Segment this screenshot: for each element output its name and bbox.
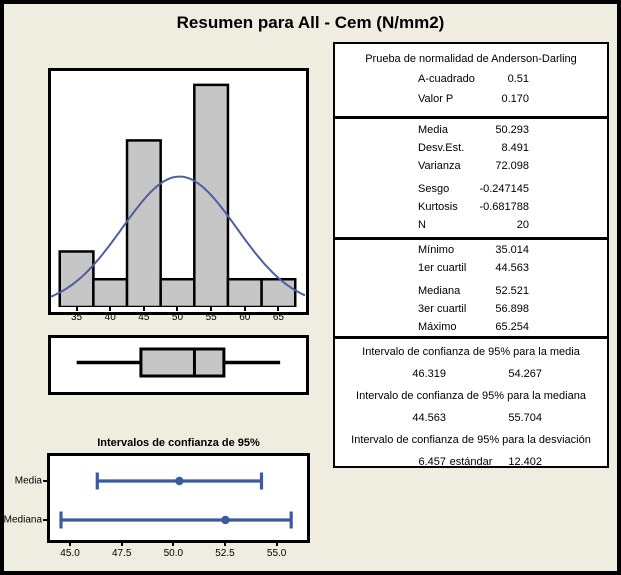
boxplot-panel (48, 335, 309, 395)
histogram-x-tick-label: 35 (71, 312, 83, 323)
stat-value: 65.254 (495, 321, 529, 333)
stat-label: 3er cuartil (418, 303, 467, 315)
histogram-bar (127, 140, 161, 307)
interval-values (335, 407, 607, 429)
stat-label: 1er cuartil (418, 262, 467, 274)
stats-section (335, 116, 607, 237)
histogram-x-tick-label: 55 (205, 312, 217, 323)
ci-x-tick (172, 542, 174, 546)
stat-label: Máximo (418, 321, 457, 333)
stat-label: Mínimo (418, 244, 455, 256)
stats-section-header: Prueba de normalidad de Anderson-Darling (365, 53, 577, 65)
stat-label: A-cuadrado (418, 73, 475, 85)
stat-row (335, 89, 607, 109)
ci-x-tick (69, 542, 71, 546)
interval-header: Intervalo de confianza de 95% para la desviación estándar (351, 434, 591, 466)
stat-value: 50.293 (495, 124, 529, 136)
stat-row (335, 300, 607, 318)
ci-x-tick-label: 47.5 (111, 548, 132, 559)
interval-high-value: 55.704 (508, 412, 542, 424)
interval-header: Intervalo de confianza de 95% para la mediana (356, 390, 586, 402)
histogram-x-tick-label: 40 (104, 312, 116, 323)
ci-x-tick (121, 542, 123, 546)
interval-low-value: 46.319 (412, 368, 446, 380)
stat-label: Media (418, 124, 448, 136)
ci-point-marker (221, 516, 229, 524)
ci-x-tick (224, 542, 226, 546)
histogram-x-tick (143, 307, 145, 311)
interval-header: Intervalo de confianza de 95% para la media (362, 346, 580, 358)
stat-value: 72.098 (495, 160, 529, 172)
stats-section (335, 44, 607, 116)
stat-label: Mediana (418, 285, 461, 297)
stat-label: Varianza (418, 160, 461, 172)
interval-low-value: 44.563 (412, 412, 446, 424)
stat-row (335, 121, 607, 139)
histogram-x-tick (277, 307, 279, 311)
stat-value: 0.170 (501, 93, 529, 105)
histogram-x-tick-label: 45 (138, 312, 150, 323)
stats-section (335, 237, 607, 336)
interval-low-value: 6.457 (418, 456, 446, 466)
stat-value: 56.898 (495, 303, 529, 315)
ci-x-tick (276, 542, 278, 546)
interval-values (335, 451, 607, 466)
stat-row (335, 318, 607, 336)
ci-x-tick-label: 55.0 (266, 548, 287, 559)
boxplot-box (141, 349, 224, 376)
interval-high-value: 12.402 (508, 456, 542, 466)
ci-row-label: Media (14, 475, 42, 487)
ci-row-tick-mark (43, 480, 47, 482)
stat-row (335, 259, 607, 277)
histogram-x-tick-label: 50 (171, 312, 184, 323)
ci-panel (47, 453, 310, 543)
interval-high-value: 54.267 (508, 368, 542, 380)
stat-value: 0.51 (507, 73, 529, 85)
stat-label: Valor P (418, 93, 454, 105)
histogram-bar (60, 251, 94, 307)
histogram-bar (161, 279, 195, 307)
ci-chart-title: Intervalos de confianza de 95% (97, 437, 260, 449)
stat-value: 52.521 (495, 285, 529, 297)
histogram-bar (262, 279, 296, 307)
ci-row-label: Mediana (3, 514, 42, 526)
stat-value: -0.247145 (479, 183, 529, 195)
stat-row (335, 157, 607, 175)
ci-plot (50, 456, 307, 535)
statistics-table (333, 42, 609, 468)
stat-row (335, 241, 607, 259)
stat-row (335, 180, 607, 198)
stat-value: 20 (516, 219, 529, 231)
stat-value: 44.563 (495, 262, 529, 274)
histogram-x-tick (244, 307, 246, 311)
histogram-x-tick (109, 307, 111, 311)
stat-row (335, 282, 607, 300)
ci-x-tick-label: 52.5 (215, 548, 235, 559)
stat-value: 35.014 (495, 244, 529, 256)
stat-row (335, 139, 607, 157)
histogram-bar (93, 279, 127, 307)
histogram-x-tick (76, 307, 78, 311)
stat-label: Sesgo (418, 183, 450, 195)
stat-label: Desv.Est. (418, 142, 465, 154)
ci-point-marker (175, 477, 183, 485)
histogram-plot (51, 71, 306, 307)
histogram-bar (228, 279, 262, 307)
stat-value: 8.491 (501, 142, 529, 154)
stat-label: Kurtosis (418, 201, 458, 213)
histogram-x-tick (176, 307, 178, 311)
histogram-x-tick-label: 60 (239, 312, 251, 323)
stat-value: -0.681788 (479, 201, 529, 213)
stats-section (335, 336, 607, 466)
ci-x-tick-label: 50.0 (163, 548, 184, 559)
boxplot-plot (51, 338, 306, 387)
interval-values (335, 363, 607, 385)
stat-row (335, 69, 607, 89)
histogram-x-tick-label: 65 (272, 312, 284, 323)
ci-row-tick-mark (43, 519, 47, 521)
page-title: Resumen para All - Cem (N/mm2) (176, 13, 445, 32)
stat-row (335, 216, 607, 234)
ci-x-tick-label: 45.0 (60, 548, 80, 559)
histogram-x-tick (210, 307, 212, 311)
stat-label: N (418, 219, 426, 231)
stat-row (335, 198, 607, 216)
histogram-panel (48, 68, 309, 315)
